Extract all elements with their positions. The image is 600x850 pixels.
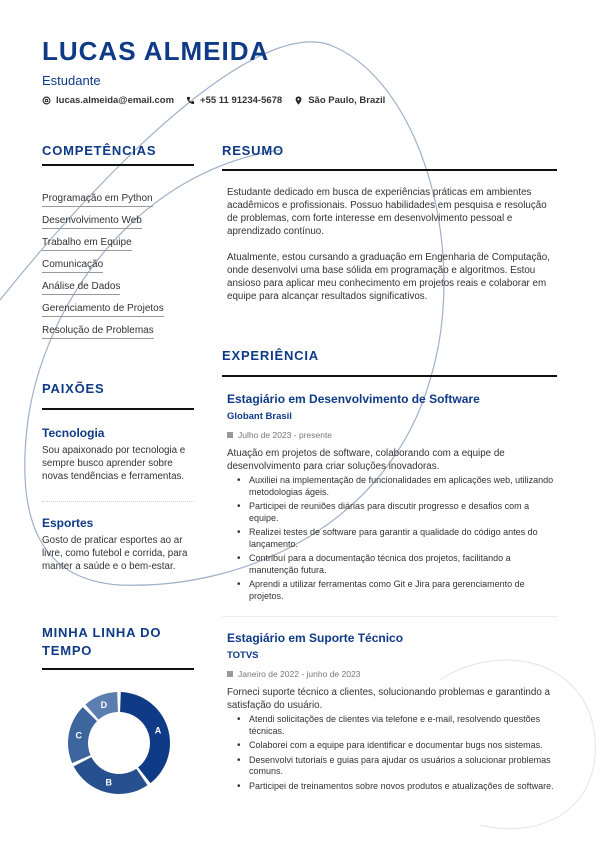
skill-item: Análise de Dados	[42, 281, 120, 295]
job-entry	[222, 631, 557, 792]
skills-rule	[42, 164, 194, 166]
candidate-role: Estudante	[42, 73, 101, 88]
contact-bar	[42, 95, 385, 106]
location-text: São Paulo, Brazil	[308, 95, 386, 106]
job-bullet: • Realizei testes de software para garantir a qualidade do código antes do lançamento.	[249, 527, 557, 550]
timeline-section	[42, 624, 194, 670]
job-bullet: • Participei de treinamentos sobre novos produtos e atualizações de software.	[249, 781, 557, 793]
divider	[222, 616, 557, 617]
timeline-title-line1: MINHA LINHA DO	[42, 625, 162, 640]
experience-title: EXPERIÊNCIA	[222, 348, 319, 363]
passions-section	[42, 381, 194, 573]
job-bullet: • Desenvolvi tutoriais e guias para ajudar os usuários a solucionar problemas comuns.	[249, 755, 557, 778]
experience-section	[222, 348, 557, 795]
skill-item: Comunicação	[42, 259, 103, 273]
skill-item: Desenvolvimento Web	[42, 215, 142, 229]
summary-paragraph-2: Atualmente, estou cursando a graduação em Engenharia de Computação, onde desenvolvi uma base sólida em programação e algoritmos. Estou ansioso para aplicar meu conhecimento em projetos reais e colaborar em equipe para alcançar resultados significativos.	[227, 252, 550, 302]
job-bullets	[227, 475, 557, 602]
job-date-text: Julho de 2023 - presente	[238, 430, 333, 440]
candidate-name: LUCAS ALMEIDA	[42, 36, 270, 66]
job-bullet: • Participei de reuniões diárias para discutir progresso e desafios com a equipe.	[249, 501, 557, 524]
job-company: Globant Brasil	[227, 411, 292, 422]
donut-label-a: A	[154, 725, 162, 736]
donut-label-b: B	[105, 777, 113, 788]
email-text: lucas.almeida@email.com	[56, 95, 175, 106]
donut-label-d: D	[100, 699, 108, 710]
timeline-title-line2: TEMPO	[42, 643, 93, 658]
passion-text: Sou apaixonado por tecnologia e sempre busco aprender sobre novas tendências e ferramentas.	[42, 445, 186, 482]
passion-title: Esportes	[42, 516, 94, 530]
passion-text: Gosto de praticar esportes ao ar livre, como futebol e corrida, para manter a saúde e o bem-estar.	[42, 535, 188, 572]
job-bullet: • Aprendi a utilizar ferramentas como Git e Jira para gerenciamento de projetos.	[249, 579, 557, 602]
timeline-title	[42, 624, 194, 660]
job-date	[227, 430, 557, 440]
skill-item: Gerenciamento de Projetos	[42, 303, 164, 317]
donut-label-c: C	[75, 730, 82, 741]
experience-rule	[222, 375, 557, 377]
job-date	[227, 669, 557, 679]
email-contact[interactable]	[42, 95, 174, 106]
calendar-icon	[227, 671, 233, 677]
summary-paragraph-1: Estudante dedicado em busca de experiências práticas em ambientes acadêmicos e profissionais. Possuo habilidades em pesquisa e resolução de problemas, com forte interesse em desenvolvimento pessoal e aprendizado contínuo.	[227, 187, 547, 237]
skill-item: Trabalho em Equipe	[42, 237, 132, 251]
job-description: Atuação em projetos de software, colaborando com a equipe de desenvolvimento para criar soluções inovadoras.	[227, 448, 505, 472]
job-description: Forneci suporte técnico a clientes, solucionando problemas e garantindo a satisfação do usuário.	[227, 687, 550, 711]
timeline-rule	[42, 668, 194, 670]
summary-title: RESUMO	[222, 143, 284, 158]
passion-title: Tecnologia	[42, 426, 105, 440]
skill-item: Resolução de Problemas	[42, 325, 154, 339]
donut-slice-c	[68, 707, 97, 763]
job-title: Estagiário em Desenvolvimento de Software	[227, 392, 480, 406]
donut-slice-b	[74, 757, 148, 794]
timeline-donut-chart	[64, 688, 174, 798]
skill-item: Programação em Python	[42, 193, 153, 207]
job-bullet: • Atendi solicitações de clientes via telefone e e-mail, resolvendo questões técnicas.	[249, 714, 557, 737]
calendar-icon	[227, 432, 233, 438]
job-bullets	[227, 714, 557, 792]
divider	[42, 501, 194, 502]
skills-section	[42, 143, 194, 166]
passions-rule	[42, 408, 194, 410]
phone-text: +55 11 91234-5678	[200, 95, 283, 106]
location-contact	[294, 95, 385, 106]
summary-section	[222, 143, 557, 303]
at-icon	[42, 96, 51, 105]
job-date-text: Janeiro de 2022 - junho de 2023	[238, 669, 361, 679]
passions-title: PAIXÕES	[42, 381, 105, 396]
job-bullet: • Auxiliei na implementação de funcionalidades em aplicações web, utilizando metodologias ágeis.	[249, 475, 557, 498]
job-bullet: • Colaborei com a equipe para identificar e documentar bugs nos sistemas.	[249, 740, 557, 752]
passion-item	[42, 516, 194, 573]
skills-list	[42, 188, 202, 342]
skills-title: COMPETÊNCIAS	[42, 143, 157, 158]
job-company: TOTVS	[227, 650, 259, 661]
job-entry	[222, 392, 557, 602]
location-pin-icon	[294, 96, 303, 105]
job-title: Estagiário em Suporte Técnico	[227, 631, 404, 645]
donut-slice-a	[120, 692, 170, 783]
passion-item	[42, 426, 194, 483]
summary-rule	[222, 169, 557, 171]
phone-icon	[186, 96, 195, 105]
phone-contact[interactable]	[186, 95, 282, 106]
job-bullet: • Contribuí para a documentação técnica dos projetos, facilitando a manutenção futura.	[249, 553, 557, 576]
